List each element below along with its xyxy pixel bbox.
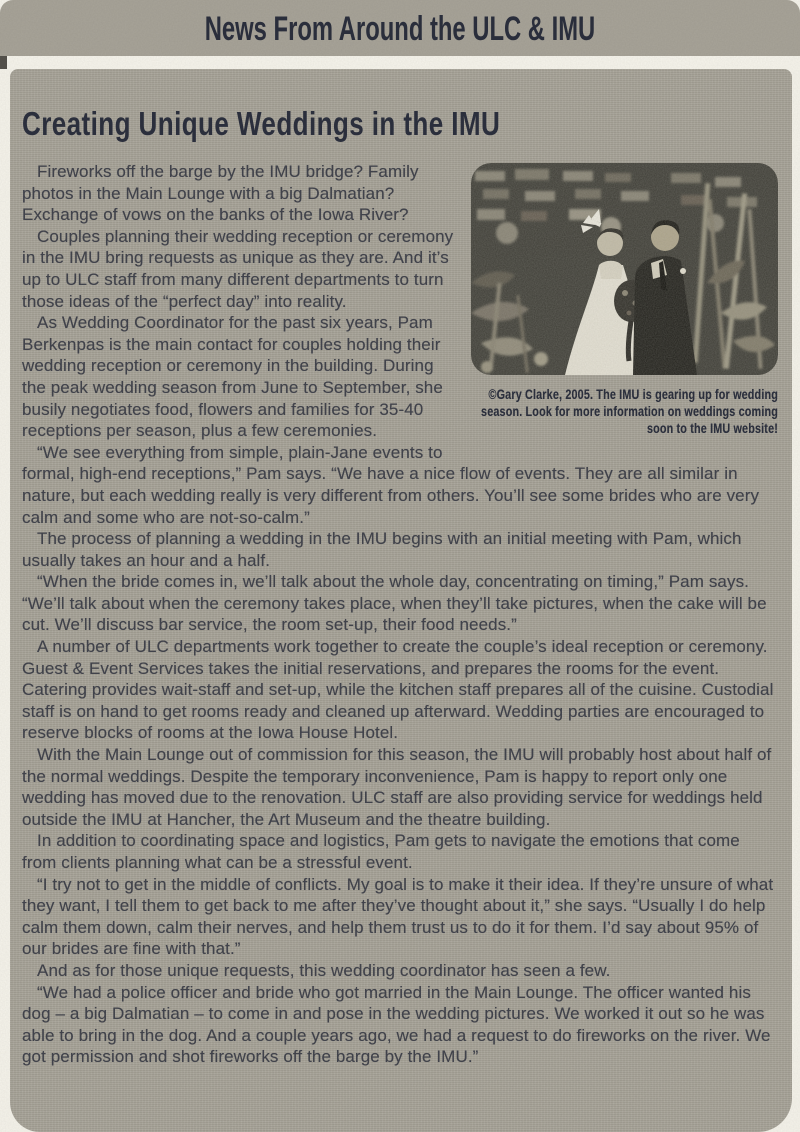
article-paragraph: In addition to coordinating space and logistics, Pam gets to navigate the emotions that come from clients planning what can be a stressful event.: [22, 831, 740, 872]
article-paragraph: As Wedding Coordinator for the past six years, Pam Berkenpas is the main contact for couples holding their wedding reception or ceremony in the building. During the peak wedding season from June to September, she busily negotiates food, flowers and families for 35-40 receptions per season, plus a few ceremonies.: [22, 313, 443, 441]
article-paragraph: The process of planning a wedding in the IMU begins with an initial meeting with Pam, which usually takes an hour and a half.: [22, 529, 742, 570]
page-title: News From Around the ULC & IMU: [204, 10, 596, 48]
article-paragraph: Couples planning their wedding reception or ceremony in the IMU bring requests as unique as they are. And it’s up to ULC staff from many different departments to turn those ideas of the “perfect day” into reality.: [22, 226, 454, 311]
article-paragraph: And as for those unique requests, this wedding coordinator has seen a few.: [37, 960, 611, 980]
header-band: [0, 0, 800, 56]
article-title: Creating Unique Weddings in the IMU: [22, 105, 501, 142]
article-paragraph: A number of ULC departments work together to create the couple’s ideal reception or ceremony. Guest & Event Services takes the initial reservations, and prepares the rooms for the event. Catering provides wait-staff and set-up, while the kitchen staff prepares all of the cuisine. Custodial staff is on hand to get rooms ready and cleaned up afterward. Wedding parties are encouraged to reserve blocks of rooms at the Iowa House Hotel.: [22, 637, 774, 743]
article-paragraph: “We see everything from simple, plain-Jane events to formal, high-end receptions,” Pam says. “We have a nice flow of events. They are all similar in nature, but each wedding really is very different from others. You’ll see some brides who are very calm and some who are not-so-calm.”: [22, 442, 760, 527]
scan-artifact: [0, 56, 7, 69]
divider-stripe: [0, 56, 800, 69]
article-paragraph: “When the bride comes in, we’ll talk about the whole day, concentrating on timing,” Pam says. “We’ll talk about when the ceremony takes place, when they’ll take pictures, when the cake will be cut. We’ll discuss bar service, the room set-up, their food needs.”: [22, 572, 767, 635]
content-panel: [10, 69, 792, 1132]
article-paragraph: With the Main Lounge out of commission for this season, the IMU will probably host about half of the normal weddings. Despite the temporary inconvenience, Pam is happy to report only one wedding has moved due to the renovation. ULC staff are also providing service for weddings held outside the IMU at Hancher, the Art Museum and the theatre building.: [22, 745, 772, 829]
wedding-photo: [471, 163, 778, 375]
article-paragraph: Fireworks off the barge by the IMU bridge? Family photos in the Main Lounge with a big Dalmatian? Exchange of vows on the banks of the Iowa River?: [22, 162, 419, 225]
article-body: [22, 161, 778, 1068]
wedding-photo-figure: [471, 163, 778, 437]
photo-caption: ©Gary Clarke, 2005. The IMU is gearing up for wedding season. Look for more information on weddings coming soon to the IMU website!: [481, 387, 778, 436]
article-paragraph: “I try not to get in the middle of conflicts. My goal is to make it their idea. If they’re unsure of what they want, I tell them to get back to me after they’ve thought about it,” she says. “Usually I do help calm them down, calm their nerves, and help them trust us to do it for them. I’d say about 95% of our brides are fine with that.”: [22, 874, 774, 959]
article-paragraph: “We had a police officer and bride who got married in the Main Lounge. The officer wanted his dog – a big Dalmatian – to come in and pose in the wedding pictures. We worked it out so he was able to bring in the dog. And a couple years ago, we had a request to do fireworks on the river. We got permission and shot fireworks off the barge by the IMU.”: [22, 982, 771, 1067]
